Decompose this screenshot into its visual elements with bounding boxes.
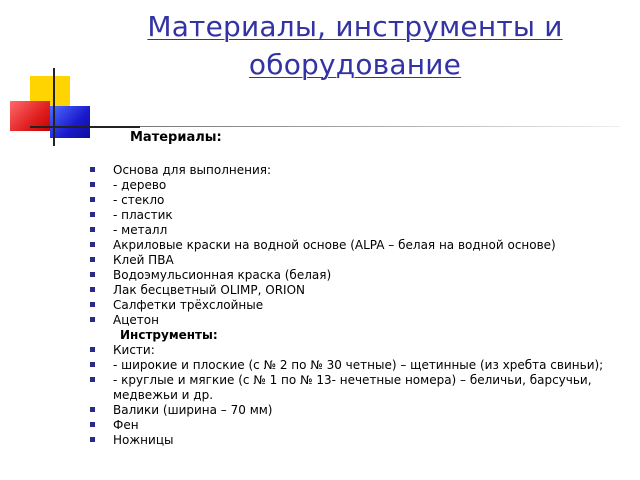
bullet-icon bbox=[90, 167, 95, 172]
bullet-icon bbox=[90, 182, 95, 187]
list-item bbox=[90, 268, 615, 283]
list-item bbox=[90, 178, 615, 193]
horizontal-line bbox=[30, 126, 140, 128]
list-item-text: Фен bbox=[113, 418, 139, 432]
list-item-text: Инструменты: bbox=[120, 328, 218, 342]
list-item-text: Ножницы bbox=[113, 433, 174, 447]
bullet-icon bbox=[90, 422, 95, 427]
bullet-icon bbox=[90, 287, 95, 292]
list-item bbox=[90, 283, 615, 298]
bullet-icon bbox=[90, 302, 95, 307]
list-item-text: Водоэмульсионная краска (белая) bbox=[113, 268, 332, 282]
bullet-icon bbox=[90, 377, 95, 382]
list-item bbox=[90, 163, 615, 178]
bullet-icon bbox=[90, 212, 95, 217]
decorative-squares-logo-icon bbox=[0, 0, 130, 150]
bullet-icon bbox=[90, 242, 95, 247]
list-item bbox=[90, 238, 615, 253]
list-item-text: Салфетки трёхслойные bbox=[113, 298, 264, 312]
list-item-text: - стекло bbox=[113, 193, 165, 207]
list-item-text: Валики (ширина – 70 мм) bbox=[113, 403, 273, 417]
list-item bbox=[90, 313, 615, 328]
list-item bbox=[90, 403, 615, 418]
tools-heading bbox=[90, 328, 615, 343]
list-item bbox=[90, 223, 615, 238]
bullet-icon bbox=[90, 197, 95, 202]
list-item-text: Клей ПВА bbox=[113, 253, 174, 267]
bullet-icon bbox=[90, 272, 95, 277]
list-item bbox=[90, 358, 615, 373]
materials-heading: Материалы: bbox=[130, 130, 222, 145]
list-item-text: - дерево bbox=[113, 178, 167, 192]
list-item-text: - круглые и мягкие (с № 1 по № 13- нечетные номера) – беличьи, барсучьи, медвежьи и др. bbox=[113, 373, 592, 402]
list-item-text: Ацетон bbox=[113, 313, 159, 327]
list-item-text: - металл bbox=[113, 223, 168, 237]
blue-square-icon bbox=[50, 106, 90, 138]
content-list bbox=[90, 163, 615, 448]
list-item bbox=[90, 253, 615, 268]
list-item-text: Кисти: bbox=[113, 343, 155, 357]
bullet-icon bbox=[90, 407, 95, 412]
list-item bbox=[90, 373, 615, 403]
list-item-text: Основа для выполнения: bbox=[113, 163, 272, 177]
list-item bbox=[90, 208, 615, 223]
slide-title-line2: оборудование bbox=[248, 48, 462, 81]
list-item-text: Лак бесцветный OLIMP, ORION bbox=[113, 283, 305, 297]
bullet-icon bbox=[90, 362, 95, 367]
list-item bbox=[90, 433, 615, 448]
list-item-text: Акриловые краски на водной основе (ALPA – белая на водной основе) bbox=[113, 238, 556, 252]
list-item bbox=[90, 298, 615, 313]
divider-line bbox=[140, 126, 620, 127]
list-item-text: - пластик bbox=[113, 208, 173, 222]
bullet-icon bbox=[90, 347, 95, 352]
bullet-icon bbox=[90, 257, 95, 262]
list-item bbox=[90, 343, 615, 358]
slide-title-line1: Материалы, инструменты и bbox=[147, 10, 563, 43]
list-item-text: - широкие и плоские (с № 2 по № 30 четные) – щетинные (из хребта свиньи); bbox=[113, 358, 604, 372]
list-item bbox=[90, 418, 615, 433]
bullet-icon bbox=[90, 227, 95, 232]
bullet-icon bbox=[90, 437, 95, 442]
vertical-line bbox=[53, 68, 55, 146]
bullet-icon bbox=[90, 317, 95, 322]
slide-title bbox=[100, 8, 610, 84]
list-item bbox=[90, 193, 615, 208]
